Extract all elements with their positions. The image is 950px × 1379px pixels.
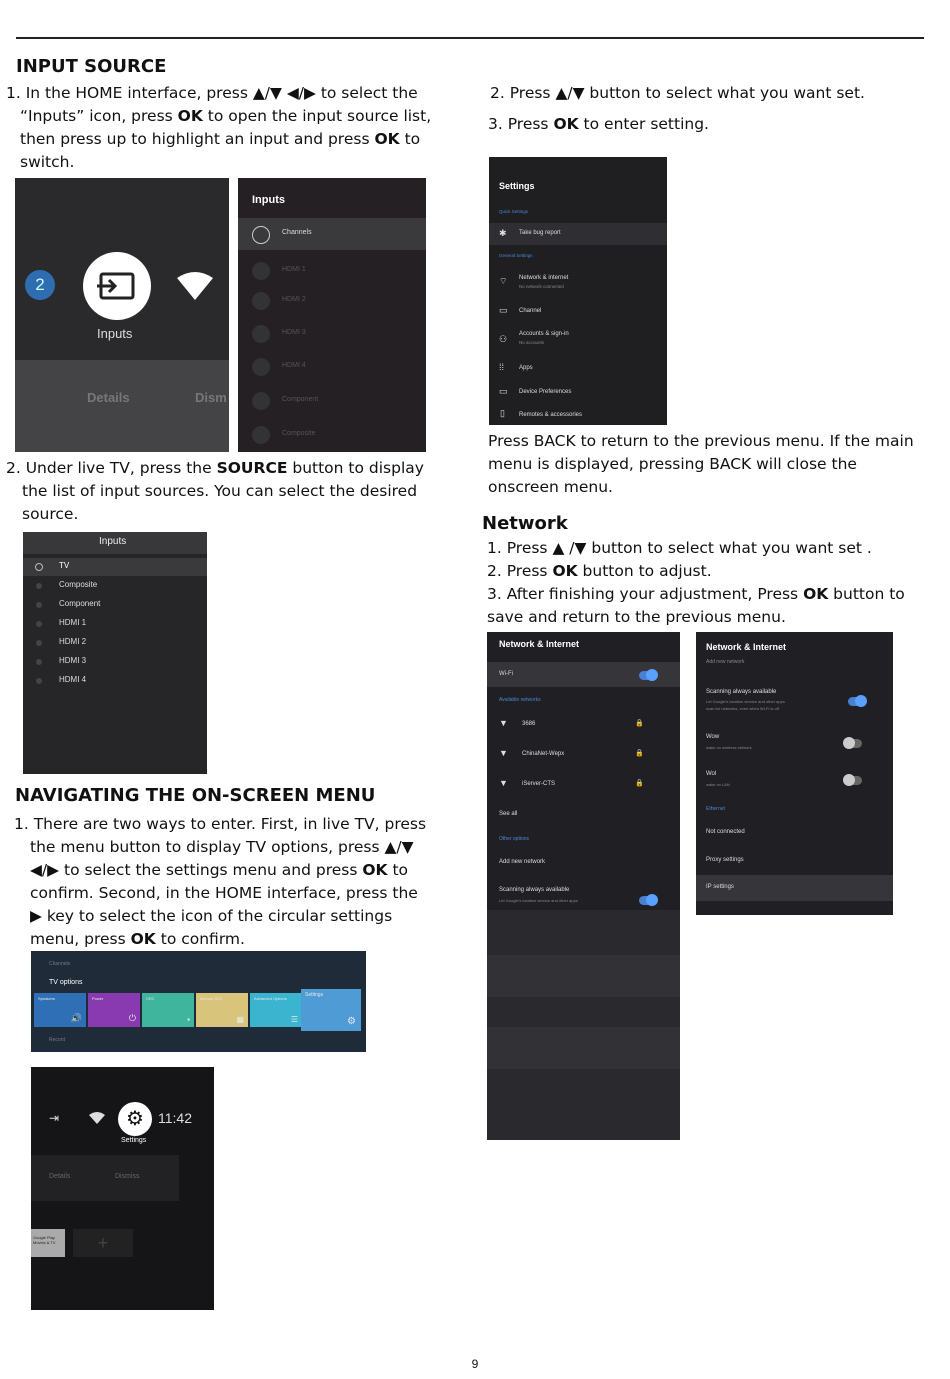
right-step2: 2. Press ▲/▼ button to select what you want set.	[490, 84, 865, 102]
source-list-image	[23, 532, 207, 774]
wifi-icon: ▼	[499, 748, 508, 758]
network-step1: 1. Press ▲ /▼ button to select what you want set .	[487, 539, 872, 557]
source-item[interactable]: HDMI 4	[23, 672, 207, 690]
top-rule	[16, 37, 924, 39]
network-item[interactable]: ▼ iServer-CTS 🔒	[499, 778, 644, 788]
tv-options-title: TV options	[49, 979, 83, 986]
wol-toggle	[844, 776, 862, 785]
wow-toggle	[844, 739, 862, 748]
settings-label: Settings	[121, 1137, 147, 1144]
home-settings-image	[31, 1067, 214, 1310]
inputs-panel-item-channels[interactable]: Channels	[238, 218, 426, 250]
tile-power[interactable]: Power ⏻	[88, 993, 140, 1027]
tile-manual-cec[interactable]: Manual CEC ▦	[196, 993, 248, 1027]
add-app-icon[interactable]: +	[73, 1229, 133, 1257]
network-screen-title: Network & Internet	[499, 639, 580, 649]
add-person-icon: ⚇	[499, 334, 508, 344]
inputs-panel-image	[238, 178, 426, 452]
empty-area	[487, 910, 680, 1140]
input-source-step1: 1. In the HOME interface, press ▲/▼ ◀/▶ to select the “Inputs” icon, press OK to open the input source list, then press up to highlight an input and press OK to switch.	[6, 84, 432, 171]
gear-icon: ⚙	[347, 1016, 356, 1027]
scanning-toggle	[848, 697, 866, 706]
scanning-row[interactable]: Scanning always available Let Google's location service and other apps scan for networks, even when Wi-Fi is off	[696, 684, 893, 720]
settings-gear-icon[interactable]: ⚙	[118, 1102, 152, 1136]
wifi-toggle	[639, 671, 657, 680]
page-number: 9	[471, 1357, 479, 1371]
network-screen-title: Network & Internet	[706, 642, 787, 652]
right-step3: 3. Press OK to enter setting.	[488, 115, 709, 133]
ip-settings-row[interactable]: IP settings	[696, 875, 893, 901]
app-tile[interactable]: Google Play Movies & TV	[31, 1229, 65, 1257]
clock-time: 11:42	[158, 1110, 192, 1126]
wol-row[interactable]: Wol wake on LAN	[696, 767, 893, 791]
tile-settings[interactable]: Settings ⚙	[301, 989, 361, 1031]
not-connected: Not connected	[706, 829, 745, 835]
network-item[interactable]: ▼ ChinaNet-Wepx 🔒	[499, 748, 644, 758]
wow-row[interactable]: Wow wake on wireless network	[696, 730, 893, 754]
inputs-icon[interactable]	[83, 252, 151, 320]
settings-item-channel[interactable]: ▭ Channel	[499, 305, 542, 315]
network-screen-2: Network & Internet Add new network Scanning always available Let Google's location service and other apps scan for networks, even when Wi-Fi is off Wow wake on wireless network Wol wake on LAN Ethernet Not connected Proxy settings IP settings	[696, 632, 893, 915]
see-all[interactable]: See all	[499, 811, 518, 817]
inputs-panel-item[interactable]: HDMI 2	[238, 288, 426, 314]
remote-icon: ▯	[500, 408, 505, 418]
add-network[interactable]: Add new network	[499, 859, 546, 865]
bug-icon: ✱	[499, 228, 507, 238]
settings-item-device[interactable]: ▭ Device Preferences	[499, 386, 572, 396]
settings-item-remotes[interactable]: ▯ Remotes & accessories	[500, 408, 583, 418]
lock-icon: 🔒	[635, 780, 644, 787]
network-screen-1: Network & Internet Wi-Fi Available networks ▼ 3686 🔒 ▼ ChinaNet-Wepx 🔒 ▼ iServer-CTS 🔒 See all Other options Add new network Scanning always available Let Google's location service and other apps	[487, 632, 680, 1140]
tile-speakers[interactable]: Speakers 🔊	[34, 993, 86, 1027]
network-step2: 2. Press OK button to adjust.	[487, 562, 712, 580]
tile-cec[interactable]: CEC ▪	[142, 993, 194, 1027]
scanning-row[interactable]: Scanning always available	[499, 887, 570, 893]
settings-item-apps[interactable]: ⁞⁞ Apps	[499, 362, 533, 372]
details-label: Details	[87, 390, 130, 405]
details-bar: Details Dismiss	[31, 1155, 179, 1201]
lock-icon: 🔒	[635, 720, 644, 727]
navigating-heading: NAVIGATING THE ON-SCREEN MENU	[15, 785, 376, 806]
back-note: Press BACK to return to the previous menu. If the main menu is displayed, pressing BACK will close the onscreen menu.	[488, 432, 914, 496]
inputs-panel-item[interactable]: HDMI 3	[238, 321, 426, 347]
input-icon: ⇥	[49, 1111, 60, 1125]
input-source-step2: 2. Under live TV, press the SOURCE button to display the list of input sources. You can select the desired source.	[6, 459, 424, 523]
inputs-label: Inputs	[97, 326, 133, 341]
wifi-row[interactable]: Wi-Fi	[487, 662, 680, 687]
settings-item-network[interactable]: ⌔ Network & internet No network connected	[499, 275, 569, 289]
apps-grid-icon: ⁞⁞	[499, 362, 505, 372]
wifi-icon: ⌔	[499, 276, 508, 286]
wifi-icon	[88, 1111, 106, 1130]
wifi-icon: ▼	[499, 718, 508, 728]
tv-options-image: Channels TV options Speakers 🔊 Power ⏻ CEC ▪ Manual CEC ▦ Advanced Options ☰ Settings ⚙ Record	[31, 951, 366, 1052]
network-item[interactable]: ▼ 3686 🔒	[499, 718, 644, 728]
lock-icon: 🔒	[635, 750, 644, 757]
settings-item-accounts[interactable]: ⚇ Accounts & sign-in No accounts	[499, 331, 569, 345]
source-item[interactable]: HDMI 1	[23, 615, 207, 633]
source-item[interactable]: Composite	[23, 577, 207, 595]
input-source-heading: INPUT SOURCE	[16, 56, 167, 77]
tv-icon: ▭	[499, 305, 508, 315]
inputs-panel-item[interactable]: HDMI 4	[238, 354, 426, 380]
display-icon: ▭	[499, 386, 508, 396]
inputs-panel-item[interactable]: Composite	[238, 422, 426, 448]
badge-2: 2	[25, 270, 55, 300]
source-item[interactable]: Component	[23, 596, 207, 614]
navigating-step1: 1. There are two ways to enter. First, in live TV, press the menu button to display TV options, press ▲/▼ ◀/▶ to select the settings menu and press OK to confirm. Second, in the HOME interface, press the ▶ key to select the icon of the circular settings menu, press OK to confirm.	[14, 815, 427, 948]
details-bar	[15, 360, 229, 452]
source-item[interactable]: HDMI 2	[23, 634, 207, 652]
settings-title: Settings	[499, 181, 535, 191]
scanning-toggle[interactable]	[639, 896, 657, 905]
inputs-panel-item[interactable]: Component	[238, 388, 426, 414]
source-list-title: Inputs	[99, 536, 127, 547]
source-item[interactable]: HDMI 3	[23, 653, 207, 671]
inputs-panel-item[interactable]: HDMI 1	[238, 258, 426, 284]
tile-advanced[interactable]: Advanced Options ☰	[250, 993, 302, 1027]
source-item-tv[interactable]: TV	[23, 558, 207, 576]
wifi-icon: ▼	[499, 778, 508, 788]
proxy-settings[interactable]: Proxy settings	[706, 857, 744, 863]
settings-screen-image: Settings Quick Settings ✱ Take bug report General Settings ⌔ Network & internet No network connected ▭ Channel ⚇ Accounts & sign-in No accounts ⁞⁞ Apps ▭ Device Preferences ▯ Remotes & accessories	[489, 157, 667, 425]
dismiss-label: Dism	[195, 390, 227, 405]
home-screen-image	[15, 178, 229, 452]
network-step3: 3. After finishing your adjustment, Press OK button to save and return to the previous menu.	[487, 585, 905, 626]
settings-item-bug[interactable]: ✱ Take bug report	[489, 223, 667, 245]
inputs-panel-title: Inputs	[252, 194, 285, 206]
network-heading: Network	[482, 513, 568, 534]
wifi-icon	[175, 270, 215, 307]
